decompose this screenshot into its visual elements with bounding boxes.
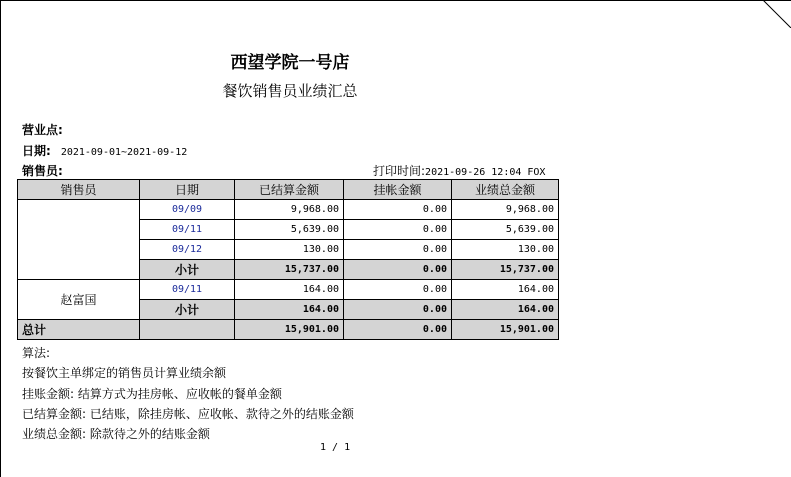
date-label: 日期: xyxy=(22,144,51,158)
salesperson-cell: 赵富国 xyxy=(18,280,140,320)
col-header-date: 日期 xyxy=(140,180,235,200)
subtotal-settled: 164.00 xyxy=(235,300,344,320)
print-time xyxy=(373,162,545,179)
total-cell: 5,639.00 xyxy=(452,220,559,240)
subtotal-label: 小计 xyxy=(140,260,235,280)
notes-line: 按餐饮主单绑定的销售员计算业绩余额 xyxy=(22,366,227,381)
print-time-value: 2021-09-26 12:04 FOX xyxy=(425,167,546,178)
settled-cell: 164.00 xyxy=(235,280,344,300)
algorithm-notes xyxy=(22,343,354,444)
grand-total-row xyxy=(18,320,559,340)
table-header-row xyxy=(18,180,559,200)
date-range-value: 2021-09-01~2021-09-12 xyxy=(60,147,188,158)
date-cell[interactable]: 09/09 xyxy=(140,200,235,220)
settled-cell: 5,639.00 xyxy=(235,220,344,240)
col-header-on-account: 挂帐金额 xyxy=(344,180,452,200)
business-point-label: 营业点: xyxy=(22,123,63,137)
subtotal-label: 小计 xyxy=(140,300,235,320)
subtotal-on-account: 0.00 xyxy=(344,300,452,320)
col-header-total: 业绩总金额 xyxy=(452,180,559,200)
subtotal-on-account: 0.00 xyxy=(344,260,452,280)
settled-cell: 130.00 xyxy=(235,240,344,260)
salesperson-row xyxy=(22,162,73,179)
date-cell[interactable]: 09/11 xyxy=(140,280,235,300)
grand-total-settled: 15,901.00 xyxy=(235,320,344,340)
settled-cell: 9,968.00 xyxy=(235,200,344,220)
notes-line: 业绩总金额: 除款待之外的结账金额 xyxy=(22,427,210,442)
notes-heading: 算法: xyxy=(22,346,51,360)
total-cell: 130.00 xyxy=(452,240,559,260)
on-account-cell: 0.00 xyxy=(344,280,452,300)
store-name: 西望学院一号店 xyxy=(230,53,350,73)
col-header-salesperson: 销售员 xyxy=(18,180,140,200)
salesperson-label: 销售员: xyxy=(22,164,63,178)
subtotal-total: 15,737.00 xyxy=(452,260,559,280)
print-time-label: 打印时间: xyxy=(373,164,426,178)
on-account-cell: 0.00 xyxy=(344,200,452,220)
page-border-top xyxy=(0,0,791,1)
notes-line: 挂账金额: 结算方式为挂房帐、应收帐的餐单金额 xyxy=(22,386,282,401)
grand-total-on-account: 0.00 xyxy=(344,320,452,340)
date-cell[interactable]: 09/12 xyxy=(140,240,235,260)
page-indicator: 1 / 1 xyxy=(320,442,351,453)
date-cell[interactable]: 09/11 xyxy=(140,220,235,240)
table-row xyxy=(18,280,559,300)
total-cell: 9,968.00 xyxy=(452,200,559,220)
col-header-settled: 已结算金额 xyxy=(235,180,344,200)
table-row xyxy=(18,200,559,220)
grand-total-date-empty xyxy=(140,320,235,340)
on-account-cell: 0.00 xyxy=(344,240,452,260)
on-account-cell: 0.00 xyxy=(344,220,452,240)
business-point-row xyxy=(22,121,73,138)
grand-total-total: 15,901.00 xyxy=(452,320,559,340)
date-row xyxy=(22,142,187,159)
salesperson-cell xyxy=(18,200,140,280)
subtotal-settled: 15,737.00 xyxy=(235,260,344,280)
grand-total-label: 总计 xyxy=(18,320,140,340)
total-cell: 164.00 xyxy=(452,280,559,300)
sales-summary-table xyxy=(17,179,559,340)
report-title: 餐饮销售员业绩汇总 xyxy=(222,82,358,100)
notes-line: 已结算金额: 已结账，除挂房帐、应收帐、款待之外的结账金额 xyxy=(22,406,354,421)
subtotal-total: 164.00 xyxy=(452,300,559,320)
page-fold-corner-icon xyxy=(763,0,791,28)
